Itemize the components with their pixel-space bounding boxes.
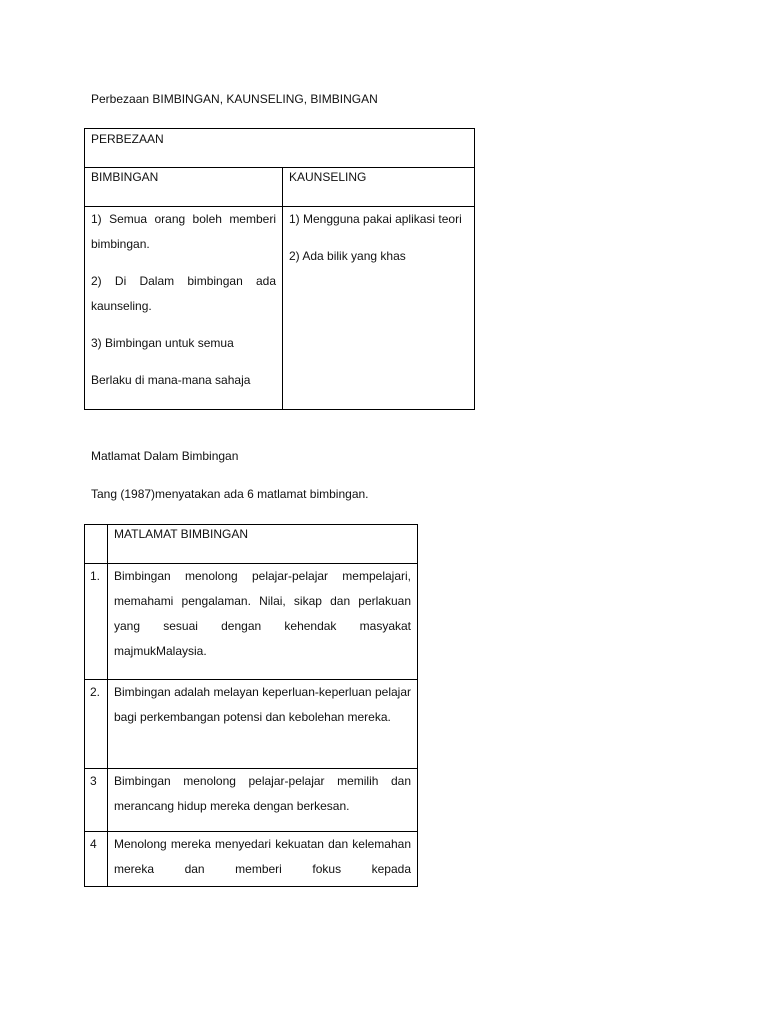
row-number: 1. bbox=[85, 564, 108, 680]
column-header-label: BIMBINGAN bbox=[91, 170, 159, 184]
row-number: 4 bbox=[85, 832, 108, 887]
section-heading-perbezaan: Perbezaan BIMBINGAN, KAUNSELING, BIMBINGAN bbox=[91, 92, 378, 106]
row-text: Menolong mereka menyedari kekuatan dan kelemahan mereka dan memberi fokus kepada bbox=[114, 837, 411, 876]
row-text: Bimbingan adalah melayan keperluan-keperluan pelajar bagi perkembangan potensi dan kebolehan mereka. bbox=[114, 685, 411, 724]
list-item: 2) Ada bilik yang khas bbox=[289, 249, 406, 263]
list-item: 1) Mengguna pakai aplikasi teori bbox=[289, 212, 462, 226]
header-number-cell bbox=[85, 525, 108, 564]
column-header-bimbingan bbox=[85, 168, 283, 207]
list-item: 2) Di Dalam bimbingan ada kaunseling. bbox=[91, 274, 276, 313]
bimbingan-cell bbox=[85, 207, 283, 410]
table-title-cell bbox=[85, 129, 475, 168]
section-heading-matlamat: Matlamat Dalam Bimbingan bbox=[91, 449, 239, 463]
intro-text: Tang (1987)menyatakan ada 6 matlamat bimbingan. bbox=[91, 487, 369, 501]
row-text-cell bbox=[108, 680, 418, 769]
header-cell bbox=[108, 525, 418, 564]
matlamat-table bbox=[84, 524, 418, 887]
table-row bbox=[85, 680, 418, 769]
table-row bbox=[85, 832, 418, 887]
table-row bbox=[85, 564, 418, 680]
column-header-label: KAUNSELING bbox=[289, 170, 367, 184]
table-title: PERBEZAAN bbox=[91, 132, 164, 146]
table-row bbox=[85, 769, 418, 832]
list-item: Berlaku di mana-mana sahaja bbox=[91, 373, 251, 387]
row-text-cell bbox=[108, 832, 418, 887]
perbezaan-table bbox=[84, 128, 475, 410]
table-header: MATLAMAT BIMBINGAN bbox=[114, 527, 249, 541]
row-text: Bimbingan menolong pelajar-pelajar mempelajari, memahami pengalaman. Nilai, sikap dan perlakuan yang sesuai dengan kehendak masyakat majmukMalaysia. bbox=[114, 569, 411, 658]
list-item: 1) Semua orang boleh memberi bimbingan. bbox=[91, 212, 276, 251]
list-item: 3) Bimbingan untuk semua bbox=[91, 336, 234, 350]
column-header-kaunseling bbox=[283, 168, 475, 207]
row-text-cell bbox=[108, 564, 418, 680]
row-text-cell bbox=[108, 769, 418, 832]
row-number: 3 bbox=[85, 769, 108, 832]
row-text: Bimbingan menolong pelajar-pelajar memilih dan merancang hidup mereka dengan berkesan. bbox=[114, 774, 411, 813]
row-number: 2. bbox=[85, 680, 108, 769]
kaunseling-cell bbox=[283, 207, 475, 410]
